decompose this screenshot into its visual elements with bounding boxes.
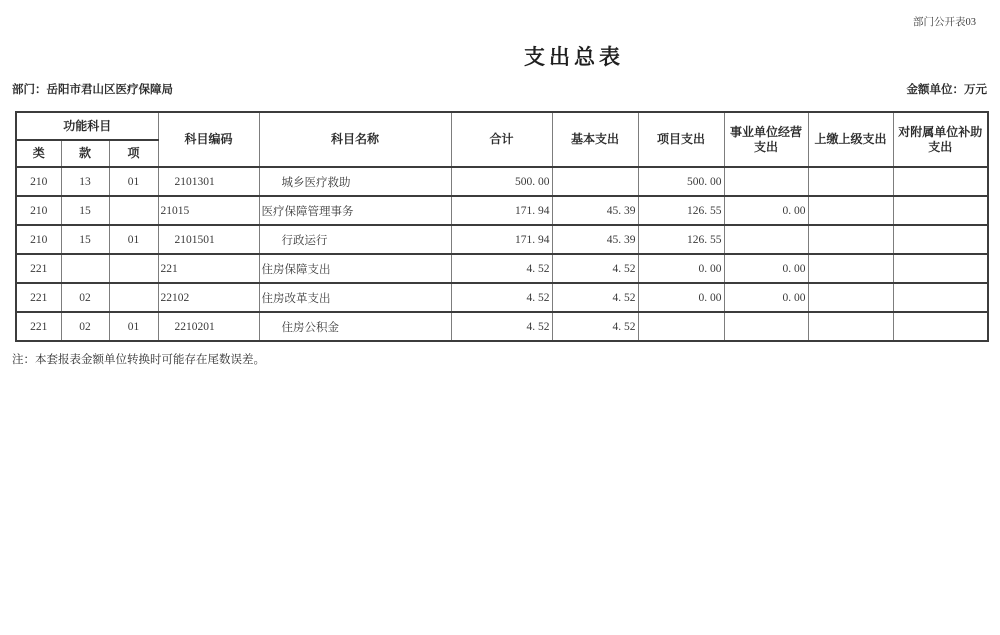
header-section: 款	[61, 140, 109, 167]
header-subsidy-expenditure: 对附属单位补助支出	[893, 112, 988, 167]
header-basic-expenditure: 基本支出	[552, 112, 638, 167]
cell-code: 221	[158, 254, 259, 283]
page-title: 支出总表	[524, 45, 624, 69]
footnote: 注：本套报表金额单位转换时可能存在尾数误差。	[12, 354, 265, 366]
cell-total: 4. 52	[451, 312, 552, 341]
expenditure-summary-table	[15, 111, 989, 342]
cell-class: 221	[16, 254, 61, 283]
cell-business: 0. 00	[724, 254, 808, 283]
cell-business	[724, 167, 808, 196]
cell-upper	[808, 312, 893, 341]
cell-section: 13	[61, 167, 109, 196]
cell-code: 2210201	[158, 312, 259, 341]
cell-section: 15	[61, 225, 109, 254]
cell-basic: 45. 39	[552, 225, 638, 254]
cell-name: 城乡医疗救助	[259, 167, 451, 196]
cell-total: 4. 52	[451, 283, 552, 312]
cell-item	[109, 254, 158, 283]
table-row	[16, 312, 988, 341]
cell-subsidy	[893, 283, 988, 312]
cell-business	[724, 312, 808, 341]
cell-basic: 4. 52	[552, 254, 638, 283]
cell-business: 0. 00	[724, 283, 808, 312]
cell-subsidy	[893, 167, 988, 196]
cell-section: 02	[61, 312, 109, 341]
cell-project: 500. 00	[638, 167, 724, 196]
header-project-expenditure: 项目支出	[638, 112, 724, 167]
cell-basic	[552, 167, 638, 196]
cell-upper	[808, 196, 893, 225]
cell-name: 住房公积金	[259, 312, 451, 341]
cell-section: 15	[61, 196, 109, 225]
header-subject-name: 科目名称	[259, 112, 451, 167]
cell-code: 2101501	[158, 225, 259, 254]
cell-item	[109, 196, 158, 225]
amount-unit-label: 金额单位：万元	[906, 84, 987, 96]
cell-project: 0. 00	[638, 283, 724, 312]
cell-subsidy	[893, 225, 988, 254]
cell-basic: 45. 39	[552, 196, 638, 225]
cell-upper	[808, 283, 893, 312]
cell-basic: 4. 52	[552, 312, 638, 341]
cell-subsidy	[893, 254, 988, 283]
cell-total: 500. 00	[451, 167, 552, 196]
cell-name: 住房保障支出	[259, 254, 451, 283]
cell-class: 221	[16, 312, 61, 341]
cell-total: 171. 94	[451, 196, 552, 225]
table-row	[16, 225, 988, 254]
cell-subsidy	[893, 196, 988, 225]
cell-name: 行政运行	[259, 225, 451, 254]
cell-project: 126. 55	[638, 196, 724, 225]
header-subject-code: 科目编码	[158, 112, 259, 167]
cell-item: 01	[109, 225, 158, 254]
header-total: 合计	[451, 112, 552, 167]
meta-row	[12, 81, 987, 97]
table-row	[16, 167, 988, 196]
cell-total: 4. 52	[451, 254, 552, 283]
cell-subsidy	[893, 312, 988, 341]
header-item: 项	[109, 140, 158, 167]
cell-class: 221	[16, 283, 61, 312]
cell-basic: 4. 52	[552, 283, 638, 312]
cell-total: 171. 94	[451, 225, 552, 254]
cell-code: 22102	[158, 283, 259, 312]
cell-business	[724, 225, 808, 254]
cell-code: 2101301	[158, 167, 259, 196]
table-row	[16, 254, 988, 283]
cell-project: 0. 00	[638, 254, 724, 283]
cell-project	[638, 312, 724, 341]
header-business-expenditure: 事业单位经营支出	[724, 112, 808, 167]
table-row	[16, 283, 988, 312]
cell-name: 住房改革支出	[259, 283, 451, 312]
cell-class: 210	[16, 225, 61, 254]
table-row	[16, 196, 988, 225]
cell-item: 01	[109, 167, 158, 196]
cell-class: 210	[16, 196, 61, 225]
cell-project: 126. 55	[638, 225, 724, 254]
cell-upper	[808, 225, 893, 254]
header-functional-subject: 功能科目	[16, 112, 158, 140]
department-label: 部门：岳阳市君山区医疗保障局	[12, 84, 173, 96]
form-number-label: 部门公开表03	[913, 17, 976, 28]
cell-upper	[808, 254, 893, 283]
cell-item: 01	[109, 312, 158, 341]
cell-section	[61, 254, 109, 283]
cell-code: 21015	[158, 196, 259, 225]
cell-class: 210	[16, 167, 61, 196]
cell-item	[109, 283, 158, 312]
header-upper-level-expenditure: 上缴上级支出	[808, 112, 893, 167]
cell-name: 医疗保障管理事务	[259, 196, 451, 225]
cell-section: 02	[61, 283, 109, 312]
cell-business: 0. 00	[724, 196, 808, 225]
header-class: 类	[16, 140, 61, 167]
cell-upper	[808, 167, 893, 196]
